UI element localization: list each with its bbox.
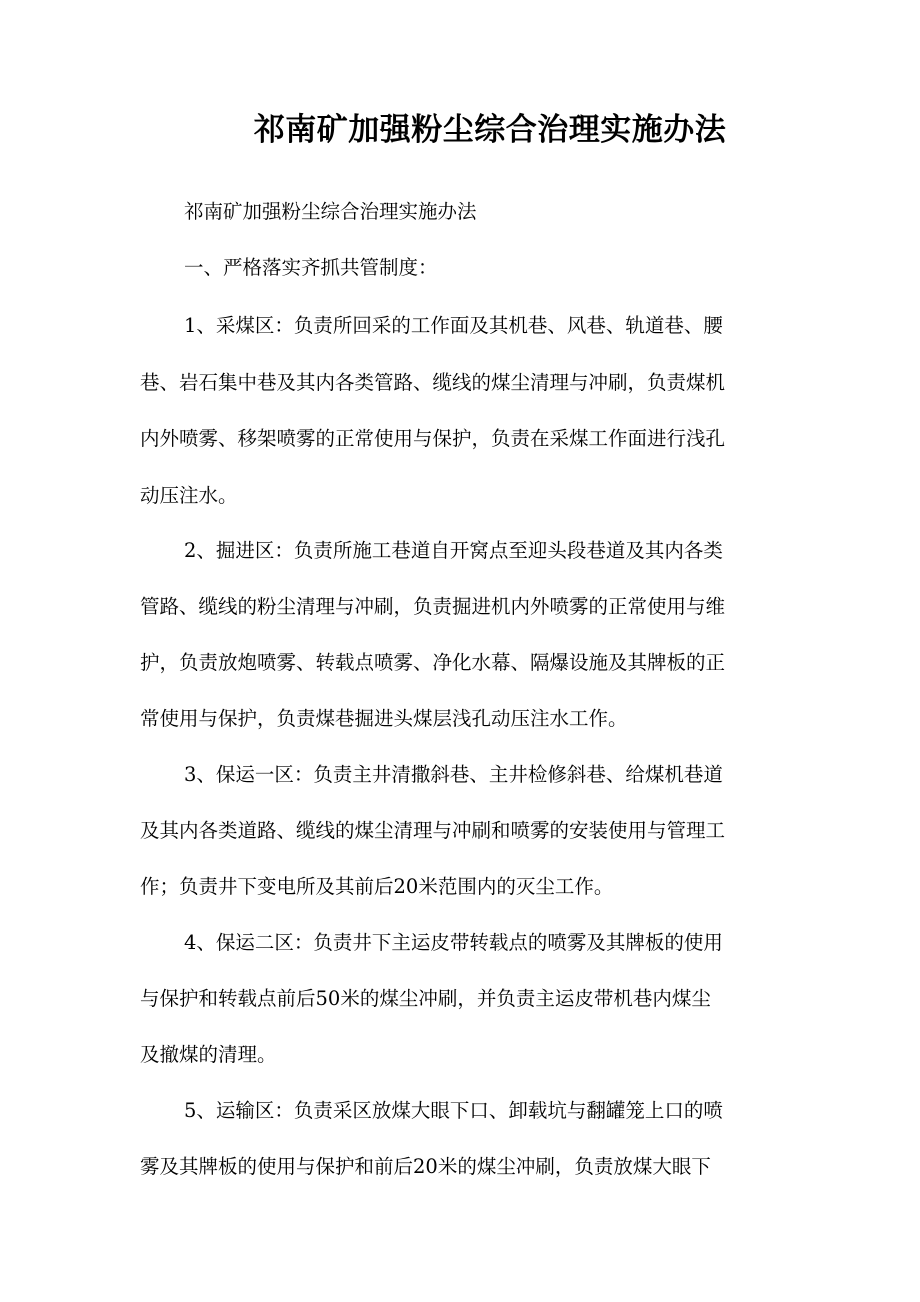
paragraph-1-line-3: 内外喷雾、移架喷雾的正常使用与保护，负责在采煤工作面进行浅孔 <box>140 427 726 450</box>
paragraph-3-line-3: 作；负责井下变电所及其前后20米范围内的灭尘工作。 <box>140 875 614 898</box>
paragraph-3-line-2: 及其内各类道路、缆线的煤尘清理与冲刷和喷雾的安装使用与管理工 <box>140 819 726 842</box>
paragraph-5-line-2: 雾及其牌板的使用与保护和前后20米的煤尘冲刷，负责放煤大眼下 <box>140 1155 711 1178</box>
paragraph-5-line-1: 5、运输区：负责采区放煤大眼下口、卸载坑与翻罐笼上口的喷 <box>184 1099 723 1122</box>
paragraph-1-line-2: 巷、岩石集中巷及其内各类管路、缆线的煤尘清理与冲刷，负责煤机 <box>140 371 726 394</box>
paragraph-2-line-2: 管路、缆线的粉尘清理与冲刷，负责掘进机内外喷雾的正常使用与维 <box>140 595 726 618</box>
paragraph-3-line-1: 3、保运一区：负责主井清撒斜巷、主井检修斜巷、给煤机巷道 <box>184 763 723 786</box>
document-subtitle: 祁南矿加强粉尘综合治理实施办法 <box>184 200 477 223</box>
paragraph-4-line-2: 与保护和转载点前后50米的煤尘冲刷，并负责主运皮带机巷内煤尘 <box>140 987 711 1010</box>
paragraph-1-line-1: 1、采煤区：负责所回采的工作面及其机巷、风巷、轨道巷、腰 <box>184 314 723 337</box>
section-heading: 一、严格落实齐抓共管制度： <box>184 256 438 279</box>
document-title: 祁南矿加强粉尘综合治理实施办法 <box>253 112 727 148</box>
paragraph-2-line-4: 常使用与保护，负责煤巷掘进头煤层浅孔动压注水工作。 <box>140 707 628 730</box>
paragraph-4-line-1: 4、保运二区：负责井下主运皮带转载点的喷雾及其牌板的使用 <box>184 931 723 954</box>
paragraph-2-line-3: 护，负责放炮喷雾、转载点喷雾、净化水幕、隔爆设施及其牌板的正 <box>140 651 726 674</box>
paragraph-1-line-4: 动压注水。 <box>140 484 238 507</box>
paragraph-2-line-1: 2、掘进区：负责所施工巷道自开窝点至迎头段巷道及其内各类 <box>184 539 723 562</box>
paragraph-4-line-3: 及撤煤的清理。 <box>140 1043 277 1066</box>
